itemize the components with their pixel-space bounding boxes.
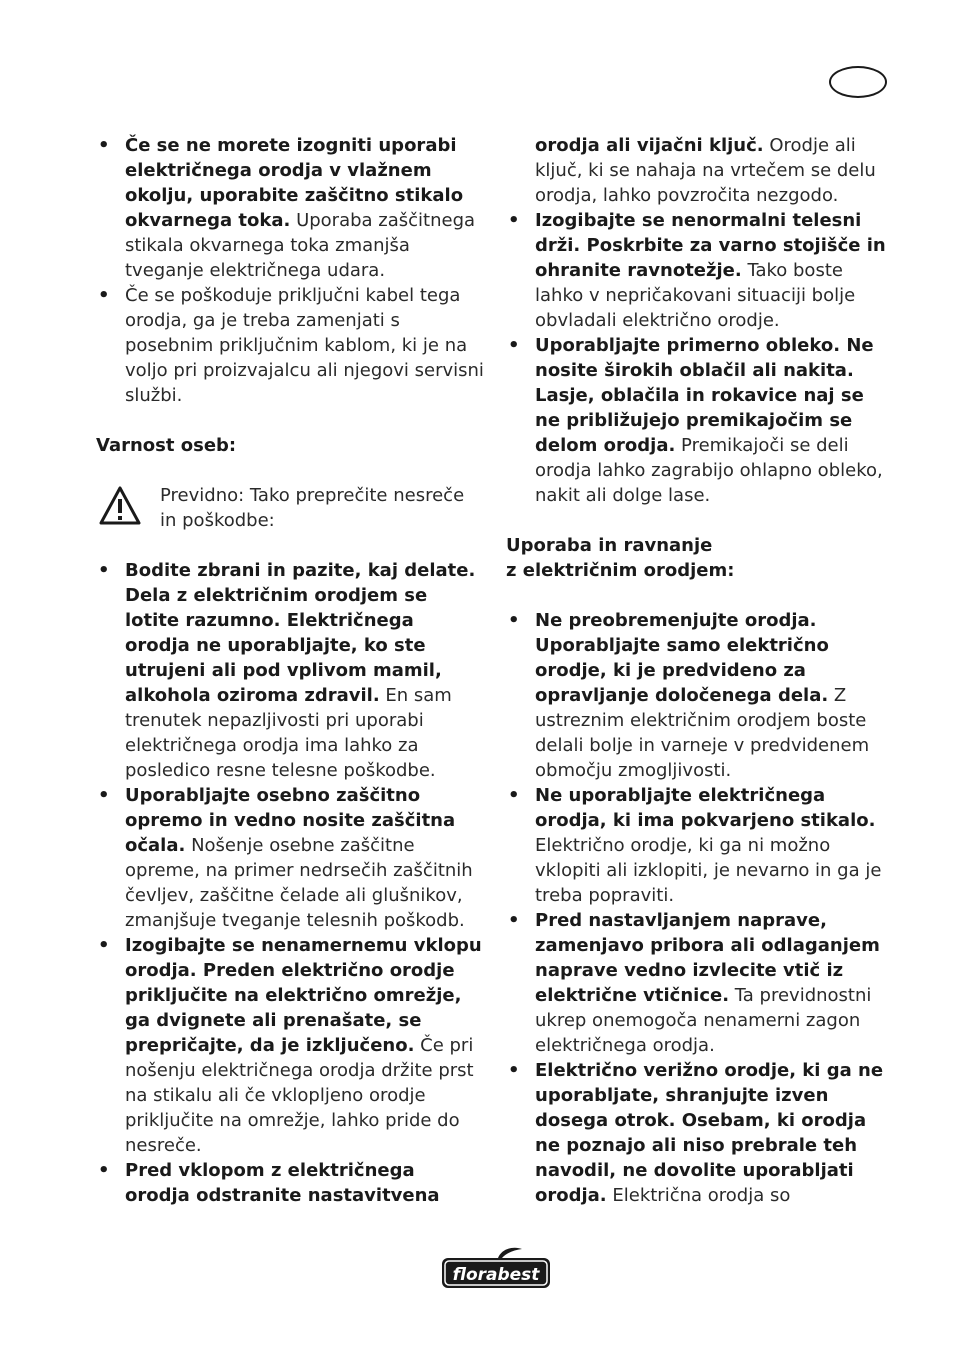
list-item — [506, 608, 892, 783]
left-column — [96, 133, 484, 1208]
list-item — [506, 1058, 892, 1208]
list-item — [96, 1158, 484, 1208]
list-item — [96, 783, 484, 933]
item-bold-text: Ne uporabljajte električnega orodja, ki ima pokvarjeno stikalo. — [535, 785, 876, 831]
heading-line-1: Uporaba in ravnanje — [506, 535, 713, 556]
list-item — [506, 333, 892, 508]
item-bold-text: Ne preobremenjujte orodja. Uporabljajte samo električno orodje, ki je predvideno za opravljanje določenega dela. — [535, 610, 829, 706]
logo-text: florabest — [452, 1265, 540, 1285]
list-item — [96, 558, 484, 783]
right-column — [506, 133, 892, 1208]
warning-note — [96, 483, 484, 533]
item-bold-text: Če se ne morete izogniti uporabi električnega orodja v vlažnem okolju, uporabite zaščitno stikalo okvarnega toka. — [125, 135, 464, 231]
bullet-list-bottom-left — [96, 558, 484, 1208]
item-text: Uporaba zaščitnega stikala okvarnega toka zmanjša tveganje električnega udara. — [125, 210, 476, 281]
item-text: Električno orodje, ki ga ni možno vklopiti ali izklopiti, je nevarno in ga je treba popraviti. — [535, 835, 882, 906]
item-text: Ta previdnostni ukrep onemogoča nenamerni zagon električnega orodja. — [535, 985, 872, 1056]
item-bold-text: Izogibajte se nenormalni telesni drži. Poskrbite za varno stojišče in ohranite ravnotežje. — [535, 210, 886, 281]
bullet-list-top-right — [506, 133, 892, 508]
item-text: Nošenje osebne zaščitne opreme, na primer nedrsečih zaščitnih čevljev, zaščitne čelade ali glušnikov, zmanjšuje tveganje telesnih poškodb. — [125, 835, 473, 931]
list-item — [96, 283, 484, 408]
item-bold-text: Uporabljajte osebno zaščitno opremo in vedno nosite zaščitna očala. — [125, 785, 456, 856]
bullet-list-top-left — [96, 133, 484, 408]
warning-triangle-icon — [98, 485, 142, 527]
list-item — [506, 783, 892, 908]
item-bold-text: Pred nastavljanjem naprave, zamenjavo pribora ali odlaganjem naprave vedno izvlecite vtič iz električne vtičnice. — [535, 910, 880, 1006]
item-text: Če pri nošenju električnega orodja držite prst na stikalu ali če vklopljeno orodje priključite na omrežje, lahko pride do nesreče. — [125, 1035, 474, 1156]
heading-line-2: z električnim orodjem: — [506, 560, 735, 581]
item-bold-text: Bodite zbrani in pazite, kaj delate. Dela z električnim orodjem se lotite razumno. Električnega orodja ne uporabljajte, ko ste utrujeni ali pod vplivom mamil, alkohola oziroma zdravil. — [125, 560, 476, 706]
item-text: Tako boste lahko v nepričakovani situaciji bolje obvladali električno orodje. — [535, 260, 856, 331]
list-item-continuation — [506, 133, 892, 208]
item-bold-text: orodja ali vijačni ključ. — [535, 135, 764, 156]
section-heading-personal-safety: Varnost oseb: — [96, 435, 237, 456]
item-bold-text: Uporabljajte primerno obleko. Ne nosite širokih oblačil ali nakita. Lasje, oblačila in rokavice naj se ne približujejo premikajočim se delom orodja. — [535, 335, 874, 456]
list-item — [506, 908, 892, 1058]
item-text: Električna orodja so — [606, 1185, 791, 1206]
item-bold-text: Električno verižno orodje, ki ga ne uporabljate, shranjujte izven dosega otrok. Osebam, ki orodja ne poznajo ali niso prebrale teh navodil, ne dovolite uporabljati orodja. — [535, 1060, 884, 1206]
item-bold-text: Izogibajte se nenamernemu vklopu orodja. Preden električno orodje priključite na električno omrežje, ga dvignete ali prenašate, se prepričajte, da je izključeno. — [125, 935, 482, 1056]
item-text: Premikajoči se deli orodja lahko zagrabijo ohlapno obleko, nakit ali dolge lase. — [535, 435, 883, 506]
section-heading-tool-use — [506, 533, 892, 583]
list-item — [96, 133, 484, 283]
item-text: Z ustreznim električnim orodjem boste delali bolje in varneje v predvidenem območju zmogljivosti. — [535, 685, 870, 781]
item-bold-text: Pred vklopom z električnega orodja odstranite nastavitvena — [125, 1160, 440, 1206]
warning-text: Previdno: Tako preprečite nesreče in poškodbe: — [160, 485, 465, 531]
florabest-logo — [440, 1246, 552, 1290]
bullet-list-bottom-right — [506, 608, 892, 1208]
list-item — [506, 208, 892, 333]
item-text: Če se poškoduje priključni kabel tega orodja, ga je treba zamenjati s posebnim priključnim kablom, ki je na voljo pri proizvajalcu ali njegovi servisni službi. — [125, 285, 484, 406]
item-text: En sam trenutek nepazljivosti pri uporabi električnega orodja ima lahko za posledico resne telesne poškodbe. — [125, 685, 452, 781]
language-oval-icon — [829, 66, 887, 98]
item-text: Orodje ali ključ, ki se nahaja na vrtečem se delu orodja, lahko povzročita nezgodo. — [535, 135, 876, 206]
list-item — [96, 933, 484, 1158]
